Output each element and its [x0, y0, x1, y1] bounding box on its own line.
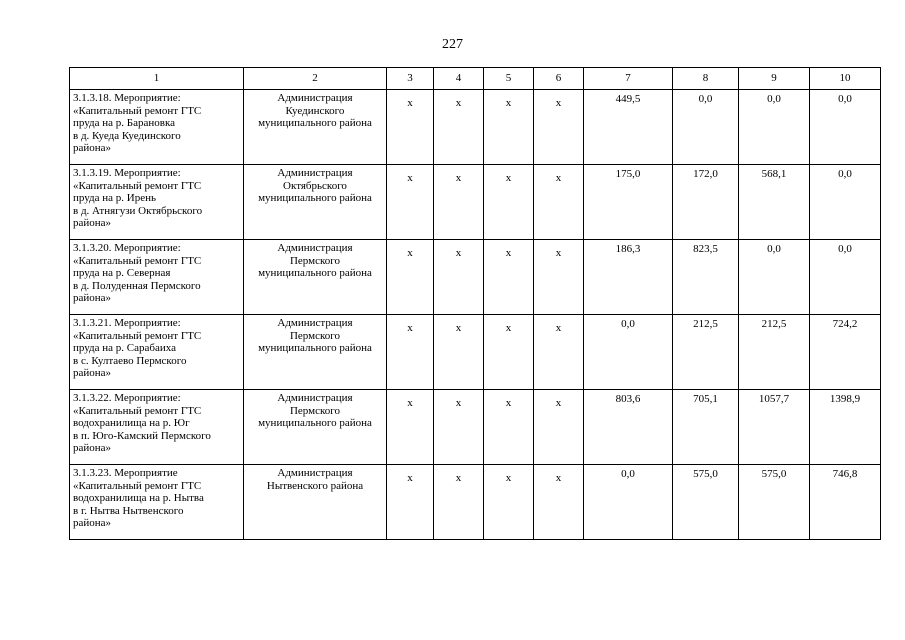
- col-6-cell: x: [534, 165, 584, 240]
- header-col-8: 8: [673, 68, 739, 90]
- header-col-2: 2: [244, 68, 387, 90]
- col-5-cell: x: [484, 465, 534, 540]
- col-9-cell: 0,0: [739, 240, 810, 315]
- col-9-cell: 568,1: [739, 165, 810, 240]
- col-6-cell: x: [534, 90, 584, 165]
- col-5-cell: x: [484, 315, 534, 390]
- col-3-cell: x: [387, 240, 434, 315]
- header-col-1: 1: [70, 68, 244, 90]
- executor-cell: Администрация Пермского муниципального района: [244, 390, 387, 465]
- col-9-cell: 1057,7: [739, 390, 810, 465]
- table-row: [70, 165, 881, 240]
- col-9-cell: 575,0: [739, 465, 810, 540]
- executor-cell: Администрация Октябрьского муниципального района: [244, 165, 387, 240]
- col-3-cell: x: [387, 315, 434, 390]
- col-6-cell: x: [534, 315, 584, 390]
- col-6-cell: x: [534, 465, 584, 540]
- table-row: [70, 390, 881, 465]
- col-9-cell: 0,0: [739, 90, 810, 165]
- header-col-10: 10: [810, 68, 881, 90]
- col-10-cell: 746,8: [810, 465, 881, 540]
- col-5-cell: x: [484, 240, 534, 315]
- col-5-cell: x: [484, 165, 534, 240]
- executor-cell: Администрация Нытвенского района: [244, 465, 387, 540]
- col-8-cell: 172,0: [673, 165, 739, 240]
- col-7-cell: 449,5: [584, 90, 673, 165]
- table-header: [70, 68, 881, 90]
- header-col-9: 9: [739, 68, 810, 90]
- header-row: [70, 68, 881, 90]
- col-7-cell: 0,0: [584, 315, 673, 390]
- executor-cell: Администрация Пермского муниципального района: [244, 240, 387, 315]
- col-10-cell: 0,0: [810, 240, 881, 315]
- measure-name-cell: 3.1.3.21. Мероприятие: «Капитальный ремонт ГТС пруда на р. Сарабаиха в с. Култаево Пермского района»: [70, 315, 244, 390]
- table-row: [70, 465, 881, 540]
- col-8-cell: 0,0: [673, 90, 739, 165]
- col-7-cell: 186,3: [584, 240, 673, 315]
- table-row: [70, 90, 881, 165]
- col-7-cell: 175,0: [584, 165, 673, 240]
- measure-name-cell: 3.1.3.23. Мероприятие «Капитальный ремонт ГТС водохранилища на р. Нытва в г. Нытва Нытвенского района»: [70, 465, 244, 540]
- measure-name-cell: 3.1.3.22. Мероприятие: «Капитальный ремонт ГТС водохранилища на р. Юг в п. Юго-Камский Пермского района»: [70, 390, 244, 465]
- col-6-cell: x: [534, 390, 584, 465]
- col-8-cell: 212,5: [673, 315, 739, 390]
- header-col-3: 3: [387, 68, 434, 90]
- header-col-7: 7: [584, 68, 673, 90]
- col-3-cell: x: [387, 90, 434, 165]
- executor-cell: Администрация Куединского муниципального района: [244, 90, 387, 165]
- page-number: 227: [442, 37, 463, 52]
- col-6-cell: x: [534, 240, 584, 315]
- header-col-6: 6: [534, 68, 584, 90]
- col-5-cell: x: [484, 90, 534, 165]
- col-4-cell: x: [434, 465, 484, 540]
- col-5-cell: x: [484, 390, 534, 465]
- col-7-cell: 0,0: [584, 465, 673, 540]
- header-col-4: 4: [434, 68, 484, 90]
- col-8-cell: 575,0: [673, 465, 739, 540]
- executor-cell: Администрация Пермского муниципального района: [244, 315, 387, 390]
- table-row: [70, 240, 881, 315]
- col-10-cell: 724,2: [810, 315, 881, 390]
- col-4-cell: x: [434, 315, 484, 390]
- col-10-cell: 0,0: [810, 165, 881, 240]
- col-9-cell: 212,5: [739, 315, 810, 390]
- data-table: [69, 67, 881, 540]
- col-4-cell: x: [434, 90, 484, 165]
- col-10-cell: 0,0: [810, 90, 881, 165]
- table-body: [70, 90, 881, 540]
- measure-name-cell: 3.1.3.19. Мероприятие: «Капитальный ремонт ГТС пруда на р. Ирень в д. Атнягузи Октябрьского района»: [70, 165, 244, 240]
- col-3-cell: x: [387, 165, 434, 240]
- col-3-cell: x: [387, 465, 434, 540]
- col-8-cell: 705,1: [673, 390, 739, 465]
- header-col-5: 5: [484, 68, 534, 90]
- col-4-cell: x: [434, 165, 484, 240]
- col-10-cell: 1398,9: [810, 390, 881, 465]
- col-8-cell: 823,5: [673, 240, 739, 315]
- col-3-cell: x: [387, 390, 434, 465]
- col-4-cell: x: [434, 240, 484, 315]
- table-row: [70, 315, 881, 390]
- col-7-cell: 803,6: [584, 390, 673, 465]
- measure-name-cell: 3.1.3.18. Мероприятие: «Капитальный ремонт ГТС пруда на р. Барановка в д. Куеда Куединского района»: [70, 90, 244, 165]
- measure-name-cell: 3.1.3.20. Мероприятие: «Капитальный ремонт ГТС пруда на р. Северная в д. Полуденная Пермского района»: [70, 240, 244, 315]
- col-4-cell: x: [434, 390, 484, 465]
